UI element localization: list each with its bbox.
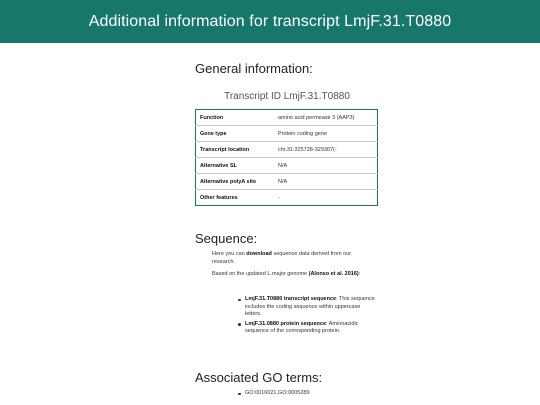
sequence-list	[236, 296, 376, 338]
row-value: N/A	[274, 158, 378, 174]
table-row	[196, 174, 378, 190]
item-description: : This sequence includes the coding sequence within uppercase letters.	[245, 296, 375, 317]
transcript-info-table	[195, 109, 378, 206]
go-terms-list	[236, 390, 376, 400]
genome-text: Based on the updated L.major genome	[212, 271, 309, 277]
row-value: N/A	[274, 174, 378, 190]
item-description: : Aminoacidic sequence of the corresponding protein.	[245, 320, 359, 334]
go-terms-value: GO:0016021,GO:0005289	[245, 390, 310, 396]
row-label: Gene type	[196, 126, 275, 142]
genome-text-end: :	[358, 271, 361, 277]
table-row	[196, 126, 378, 142]
transcript-id-title: Transcript ID LmjF.31.T0880	[224, 91, 350, 102]
table-row	[196, 158, 378, 174]
row-label: Alternative polyA site	[196, 174, 275, 190]
protein-sequence-link[interactable]: LmjF.31.0880 protein sequence	[245, 320, 327, 327]
row-label: Transcript location	[196, 142, 275, 158]
row-value: -	[274, 190, 378, 206]
go-terms-heading: Associated GO terms:	[195, 370, 323, 385]
row-value: amino acid permease 3 (AAP3)	[278, 114, 355, 121]
list-item	[236, 390, 376, 398]
list-item	[236, 321, 376, 336]
citation-link[interactable]: (Alonso et al. 2016)	[308, 271, 359, 277]
genome-paragraph	[212, 270, 372, 278]
download-link[interactable]: download	[246, 251, 272, 257]
sequence-heading: Sequence:	[195, 231, 258, 246]
transcript-sequence-link[interactable]: LmjF.31.T0880 transcript sequence	[245, 296, 337, 302]
row-label: Other features	[196, 190, 275, 206]
row-label: Function	[200, 114, 224, 121]
table-row	[196, 190, 378, 206]
download-paragraph	[212, 250, 372, 266]
row-label: Alternative SL	[196, 158, 275, 174]
intro-text-end: sequence data derived from our research.	[212, 251, 352, 265]
page-header	[0, 0, 540, 43]
intro-text: Here you can	[212, 251, 247, 257]
list-item	[236, 296, 376, 319]
table-row	[196, 110, 378, 126]
row-value: chr.31:325728-329307(-	[274, 142, 378, 158]
table-row	[196, 142, 378, 158]
row-value: Protein coding gene	[274, 126, 378, 142]
page-title: Additional information for transcript LmjF.31.T0880	[88, 12, 452, 30]
general-information-heading: General information:	[195, 61, 313, 76]
